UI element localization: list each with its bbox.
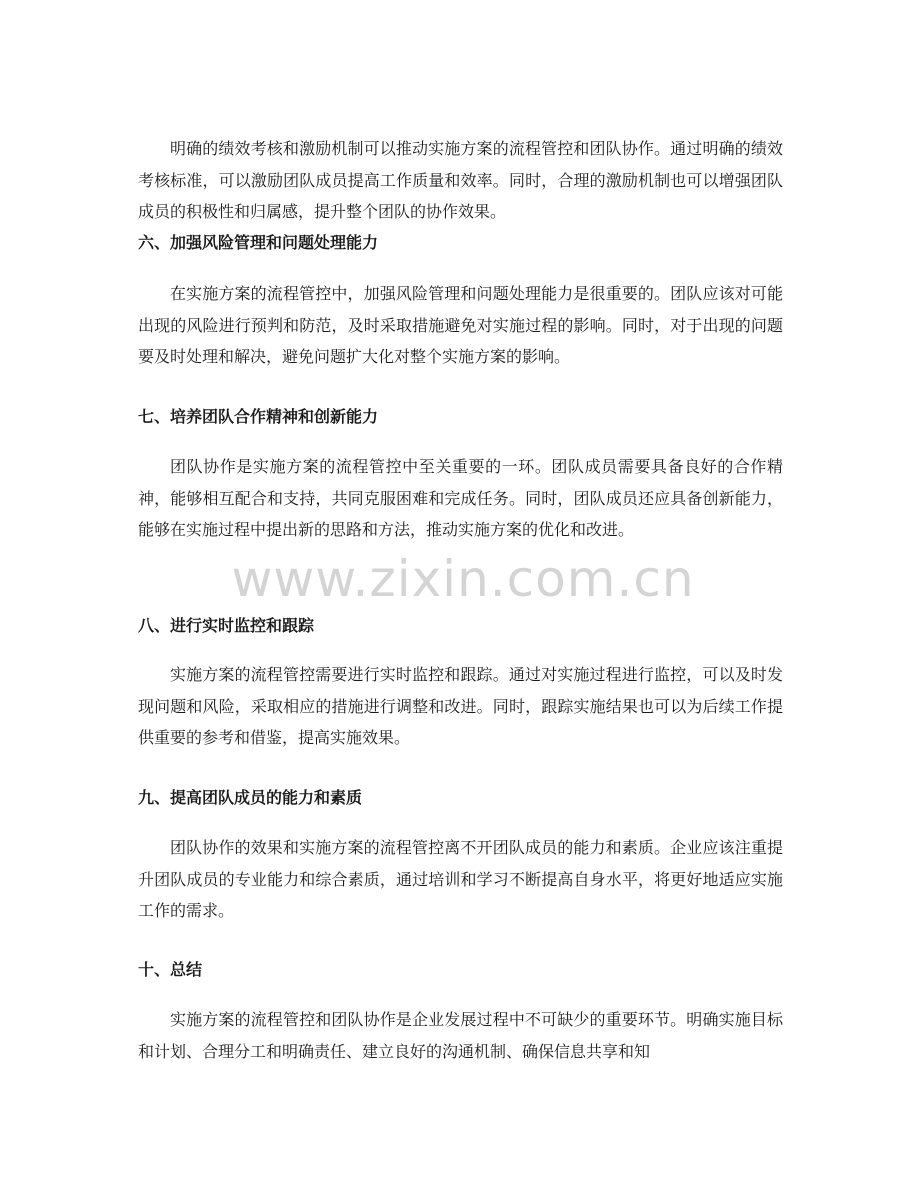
watermark-text: www.zixin.com.cn <box>231 550 695 608</box>
section-heading-8 <box>138 614 783 638</box>
section-heading-7 <box>138 405 783 429</box>
heading-text: 九、提高团队成员的能力和素质 <box>138 788 363 807</box>
paragraph-risk <box>138 278 783 373</box>
paragraph-summary <box>138 1004 783 1067</box>
paragraph-text: 团队协作是实施方案的流程管控中至关重要的一环。团队成员需要具备良好的合作精神，能够相互配合和支持，共同克服困难和完成任务。同时，团队成员还应具备创新能力，能够在实施过程中提出新的思路和方法，推动实施方案的优化和改进。 <box>138 457 783 539</box>
paragraph-text: 在实施方案的流程管控中，加强风险管理和问题处理能力是很重要的。团队应该对可能出现的风险进行预判和防范，及时采取措施避免对实施过程的影响。同时，对于出现的问题要及时处理和解决，避免问题扩大化对整个实施方案的影响。 <box>138 284 783 366</box>
paragraph-text: 明确的绩效考核和激励机制可以推动实施方案的流程管控和团队协作。通过明确的绩效考核标准，可以激励团队成员提高工作质量和效率。同时，合理的激励机制也可以增强团队成员的积极性和归属感，提升整个团队的协作效果。 <box>138 139 783 221</box>
heading-text: 八、进行实时监控和跟踪 <box>138 616 315 635</box>
heading-text: 十、总结 <box>138 960 203 979</box>
paragraph-text: 实施方案的流程管控需要进行实时监控和跟踪。通过对实施过程进行监控，可以及时发现问题和风险，采取相应的措施进行调整和改进。同时，跟踪实施结果也可以为后续工作提供重要的参考和借鉴，提高实施效果。 <box>138 665 783 747</box>
paragraph-monitoring <box>138 659 783 754</box>
paragraph-incentive <box>138 133 783 228</box>
heading-text: 七、培养团队合作精神和创新能力 <box>138 407 379 426</box>
section-heading-9 <box>138 786 783 810</box>
paragraph-capability <box>138 832 783 927</box>
paragraph-text: 团队协作的效果和实施方案的流程管控离不开团队成员的能力和素质。企业应该注重提升团队成员的专业能力和综合素质，通过培训和学习不断提高自身水平，将更好地适应实施工作的需求。 <box>138 838 783 920</box>
section-heading-6 <box>138 231 783 255</box>
paragraph-text: 实施方案的流程管控和团队协作是企业发展过程中不可缺少的重要环节。明确实施目标和计划、合理分工和明确责任、建立良好的沟通机制、确保信息共享和知 <box>138 1010 783 1061</box>
heading-text: 六、加强风险管理和问题处理能力 <box>138 233 379 252</box>
section-heading-10 <box>138 958 783 982</box>
paragraph-cooperation <box>138 451 783 546</box>
